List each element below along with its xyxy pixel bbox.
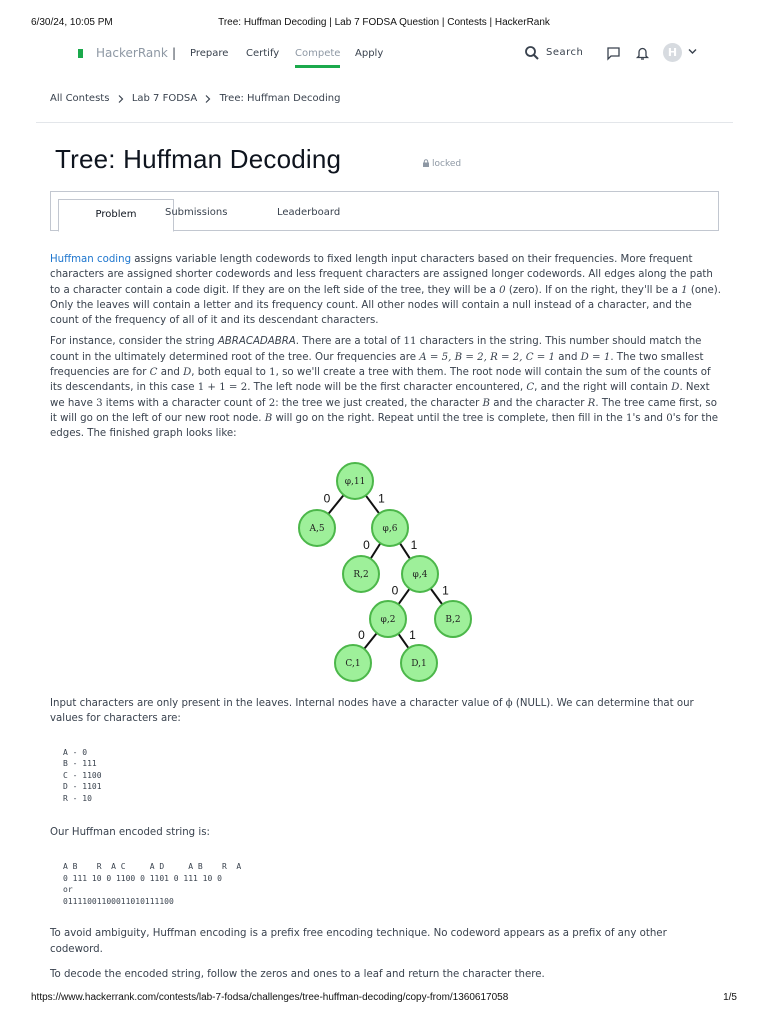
huffman-tree-diagram — [290, 455, 480, 687]
breadcrumb-contest[interactable]: Lab 7 FODSA — [131, 93, 198, 104]
avatar[interactable]: H — [663, 43, 682, 62]
challenge-tabs — [50, 191, 719, 231]
print-header — [31, 17, 737, 31]
print-url: https://www.hackerrank.com/contests/lab-7-fodsa/challenges/tree-huffman-decoding/copy-from/1360617058 — [31, 992, 509, 1003]
chevron-right-icon — [203, 95, 213, 103]
tab-submissions[interactable]: Submissions — [165, 207, 228, 218]
tree-edge-label: 1 — [409, 628, 416, 642]
tree-node-label: φ,11 — [344, 477, 366, 487]
nav-separator: | — [172, 46, 177, 60]
lock-icon — [422, 159, 430, 167]
encoded-block: A B R A C A D A B R A 0 111 10 0 1100 0 1101 0 111 10 0 or 01111001100011010111100 — [63, 862, 242, 906]
breadcrumb-all-contests[interactable]: All Contests — [50, 93, 110, 104]
nav-item-apply[interactable]: Apply — [355, 48, 384, 59]
tab-problem[interactable]: Problem — [58, 199, 174, 232]
tree-edge-label: 0 — [391, 583, 399, 598]
tree-edge — [431, 589, 443, 605]
nav-item-prepare[interactable]: Prepare — [190, 48, 229, 59]
tree-edge-label: 1 — [442, 583, 449, 598]
tree-edge — [328, 495, 343, 514]
page-title: Tree: Huffman Decoding — [55, 144, 342, 174]
print-page-number: 1/5 — [723, 992, 737, 1003]
tree-node-label: D,1 — [411, 659, 427, 669]
tree-edge — [371, 543, 381, 559]
tree-edge-label: 0 — [323, 491, 331, 506]
search-label: Search — [546, 47, 584, 58]
tab-leaderboard[interactable]: Leaderboard — [277, 207, 341, 218]
tree-node-label: φ,6 — [382, 524, 398, 534]
tree-node-label: R,2 — [353, 570, 369, 580]
tree-edge — [364, 633, 377, 649]
message-icon[interactable] — [606, 46, 621, 61]
tree-node-label: B,2 — [445, 615, 461, 625]
tree-edge-label: 1 — [378, 491, 385, 506]
intro-paragraph: Huffman coding assigns variable length codewords to fixed length input characters based on their frequencies. More frequent characters are assigned shorter codewords and less frequent characters are assigned longer codewords. All edges along the path to a character contain a code digit. If they are on the left side of the tree, they will be a 0 (zero). If on the right, they'll be a 1 (one). Only the leaves will contain a letter and its frequency count. All other nodes will contain a null instead of a character, and the count of the frequency of all of it and its descendant characters. — [50, 254, 721, 327]
status-text: locked — [432, 159, 462, 169]
codes-block: A - 0 B - 111 C - 1100 D - 1101 R - 10 — [63, 747, 102, 803]
tree-edge — [400, 543, 410, 559]
top-nav — [0, 40, 768, 68]
tree-edge-label: 0 — [363, 538, 370, 552]
breadcrumb — [50, 93, 340, 105]
tree-node-label: A,5 — [309, 524, 325, 534]
huffman-coding-link[interactable]: Huffman coding — [50, 254, 132, 265]
problem-statement — [50, 252, 722, 442]
tree-edge — [398, 634, 408, 649]
chevron-down-icon[interactable] — [688, 48, 697, 55]
tree-node-label: C,1 — [345, 659, 361, 669]
divider — [36, 122, 733, 123]
search-icon — [524, 45, 540, 61]
breadcrumb-current: Tree: Huffman Decoding — [219, 93, 341, 104]
tree-edge — [398, 589, 409, 605]
decode-paragraph: To decode the encoded string, follow the zeros and ones to a leaf and return the character there. — [50, 968, 545, 980]
bell-icon[interactable] — [635, 45, 650, 61]
nav-item-certify[interactable]: Certify — [246, 48, 280, 59]
nav-item-compete[interactable]: Compete — [295, 48, 341, 59]
print-footer — [31, 992, 737, 1006]
encoded-intro: Our Huffman encoded string is: — [50, 827, 210, 839]
status-badge — [422, 159, 461, 169]
example-paragraph: For instance, consider the string ABRACADABRA. There are a total of 11 characters in the string. This number should match the count in the ultimately determined root of the tree. Our frequencies are A = 5, B = 2, R = 2, C = 1 and D = 1. The two smallest frequencies are for C and D, both equal to 1, so we'll create a tree with them. The root node will contain the sum of the counts of its descendants, in this case 1 + 1 = 2. The left node will be the first character encountered, C, and the right will contain D. Next we have 3 items with a character count of 2: the tree we just created, the character B and the character R. The tree came first, so it will go on the left of our new root node. B will go on the right. Repeat until the tree is complete, then fill in the 1's and 0's for the edges. The finished graph looks like: — [50, 336, 719, 440]
tree-edge-label: 1 — [410, 538, 418, 552]
tree-node-label: φ,2 — [380, 615, 396, 625]
hackerrank-logo-icon[interactable] — [78, 49, 83, 58]
print-title: Tree: Huffman Decoding | Lab 7 FODSA Question | Contests | HackerRank — [218, 17, 550, 28]
brand-name[interactable]: HackerRank — [96, 46, 168, 60]
chevron-right-icon — [116, 95, 126, 103]
tree-node-label: φ,4 — [412, 570, 428, 580]
tree-edge-label: 0 — [358, 628, 365, 642]
prefix-paragraph: To avoid ambiguity, Huffman encoding is a prefix free encoding technique. No codeword appears as a prefix of any other codeword. — [50, 928, 667, 955]
print-date: 6/30/24, 10:05 PM — [31, 17, 113, 28]
problem-statement-continued — [50, 696, 722, 982]
leaves-paragraph: Input characters are only present in the leaves. Internal nodes have a character value of ϕ (NULL). We can determine that our values for characters are: — [50, 698, 694, 725]
